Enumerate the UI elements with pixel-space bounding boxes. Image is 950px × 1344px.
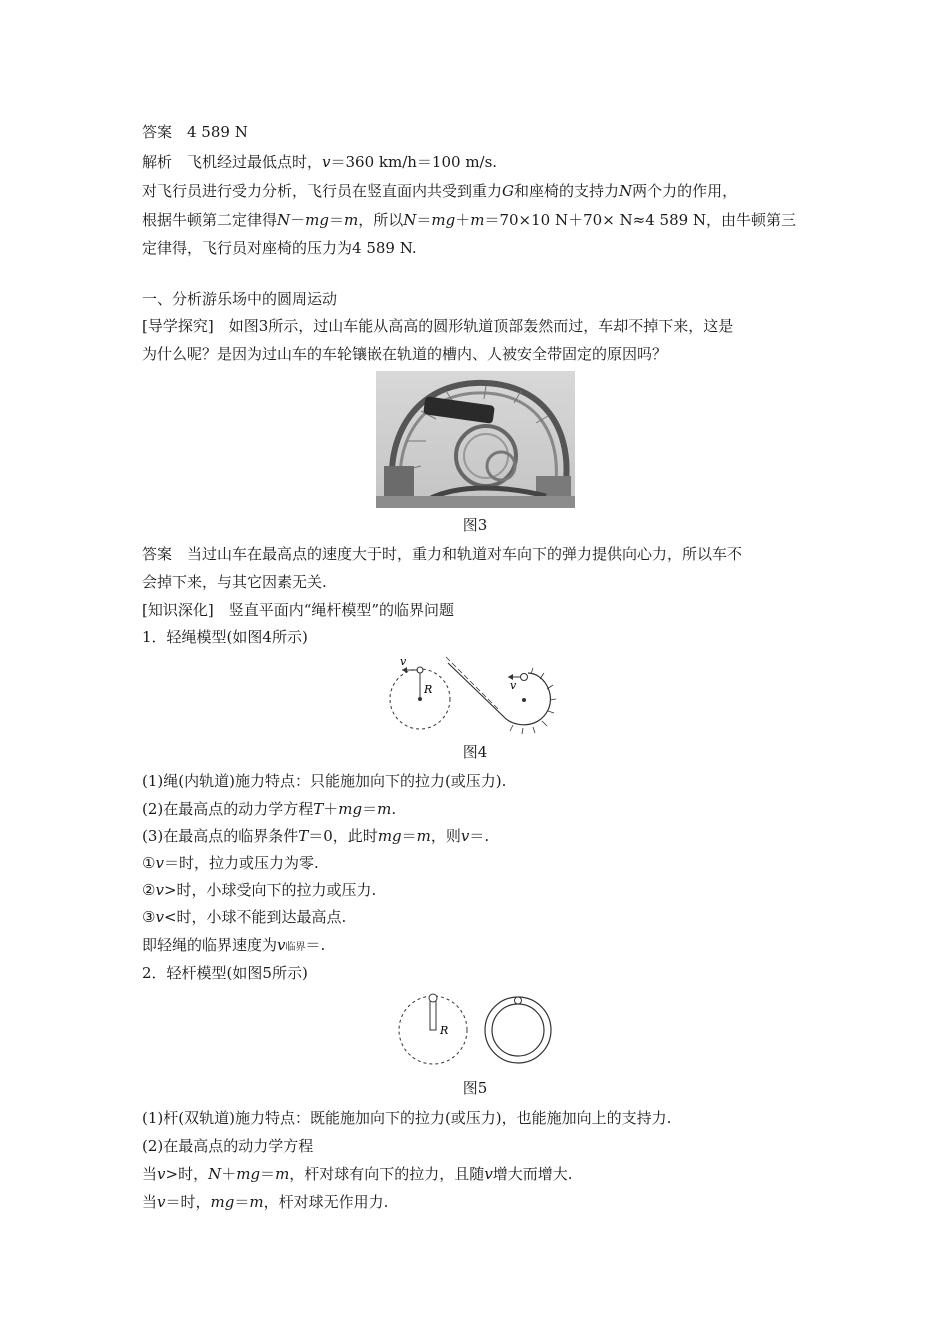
roller-coaster-photo xyxy=(376,371,575,508)
rod-model-diagram xyxy=(396,992,556,1068)
fig4-v-label-2: v xyxy=(510,679,517,692)
light-rod-heading: 2．轻杆模型(如图5所示) xyxy=(142,964,308,982)
rope-model-diagram xyxy=(388,655,568,735)
section-heading: 一、分析游乐场中的圆周运动 xyxy=(142,290,338,308)
rod-point-2: (2)在最高点的动力学方程 xyxy=(142,1137,314,1155)
rope-point-2: (2)在最高点的动力学方程T＋mg＝m. xyxy=(142,800,397,818)
rod-case-1: 当v>时，N＋mg＝m，杆对球有向下的拉力，且随v增大而增大. xyxy=(142,1165,573,1183)
answer-line-1: 答案 4 589 N xyxy=(142,123,248,141)
guide-line-1: [导学探究] 如图3所示，过山车能从高高的圆形轨道顶部轰然而过，车却不掉下来，这是 xyxy=(142,317,734,335)
answer-line-3: 会掉下来，与其它因素无关. xyxy=(142,573,327,591)
analysis-line-4: 定律得，飞行员对座椅的压力为4 589 N. xyxy=(142,239,417,257)
analysis-line-2: 对飞行员进行受力分析，飞行员在竖直面内共受到重力G和座椅的支持力N两个力的作用， xyxy=(142,182,738,200)
figure-3-caption: 图3 xyxy=(462,516,488,534)
figure-5-caption: 图5 xyxy=(462,1079,488,1097)
guide-line-2: 为什么呢？是因为过山车的车轮镶嵌在轨道的槽内、人被安全带固定的原因吗？ xyxy=(142,345,668,363)
rope-critical-speed: 即轻绳的临界速度为v临界＝. xyxy=(142,936,326,954)
figure-4-caption: 图4 xyxy=(462,743,488,761)
rope-case-2: ②v>时，小球受向下的拉力或压力. xyxy=(142,881,377,899)
fig4-v-label-1: v xyxy=(400,655,407,668)
rope-point-1: (1)绳(内轨道)施力特点：只能施加向下的拉力(或压力). xyxy=(142,772,507,790)
fig5-r-label: R xyxy=(440,1024,449,1037)
analysis-line-1: 解析 飞机经过最低点时，v＝360 km/h＝100 m/s. xyxy=(142,153,498,171)
rod-point-1: (1)杆(双轨道)施力特点：既能施加向下的拉力(或压力)，也能施加向上的支持力. xyxy=(142,1109,672,1127)
rod-case-2: 当v＝时，mg＝m，杆对球无作用力. xyxy=(142,1193,389,1211)
light-rope-heading: 1．轻绳模型(如图4所示) xyxy=(142,628,308,646)
analysis-line-3: 根据牛顿第二定律得N－mg＝m，所以N＝mg＋m＝70×10 N＋70× N≈4 589 N，由牛顿第三 xyxy=(142,211,797,229)
fig4-r-label: R xyxy=(424,683,433,696)
knowledge-heading: [知识深化] 竖直平面内“绳杆模型”的临界问题 xyxy=(142,601,455,619)
rope-point-3: (3)在最高点的临界条件T＝0，此时mg＝m，则v＝. xyxy=(142,827,490,845)
rope-case-1: ①v＝时，拉力或压力为零. xyxy=(142,854,319,872)
answer-line-2: 答案 当过山车在最高点的速度大于时，重力和轨道对车向下的弹力提供向心力，所以车不 xyxy=(142,545,743,563)
rope-case-3: ③v<时，小球不能到达最高点. xyxy=(142,908,347,926)
